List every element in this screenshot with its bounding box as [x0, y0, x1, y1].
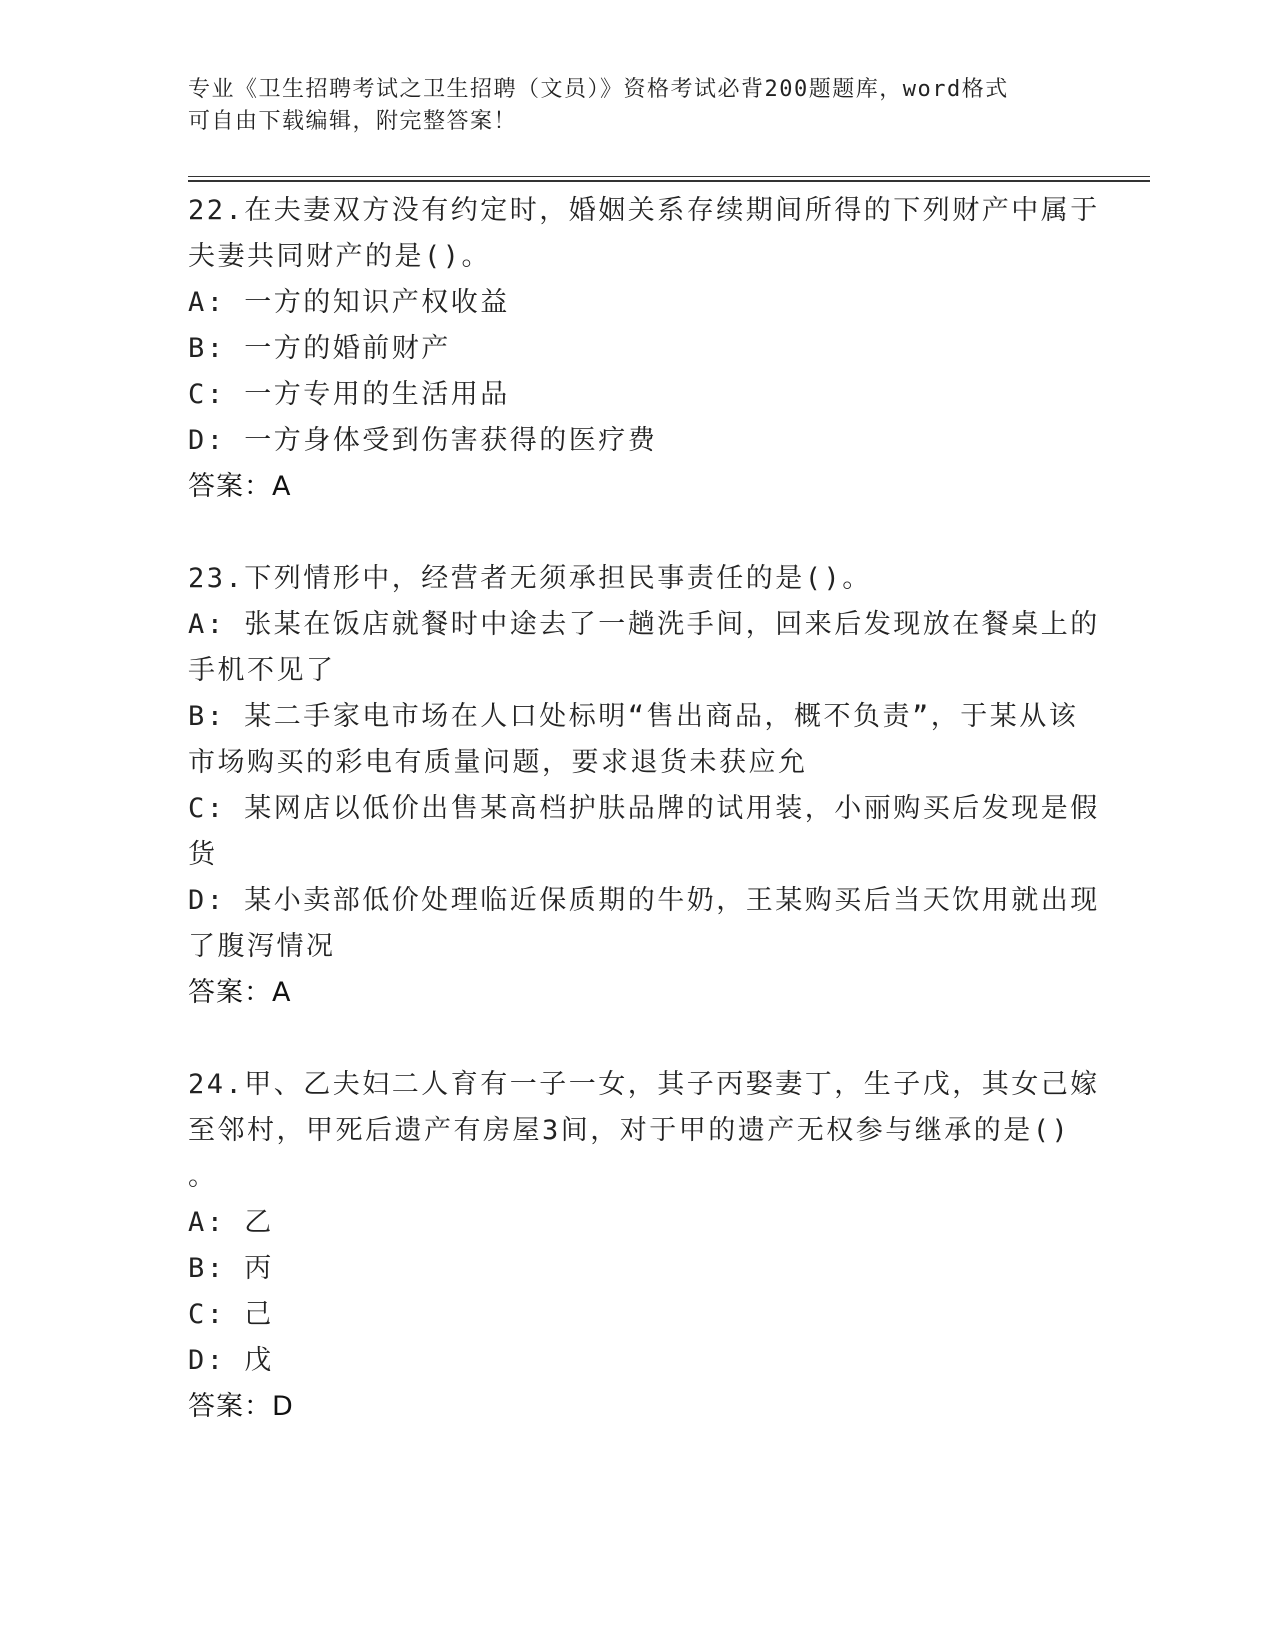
option-d: D: 一方身体受到伤害获得的医疗费: [188, 425, 658, 456]
header-line-2: 可自由下载编辑，附完整答案！: [188, 109, 518, 134]
question-stem-line: 24.甲、乙夫妇二人育有一子一女，其子丙娶妻丁，生子戊，其女己嫁: [188, 1069, 1100, 1100]
question-block: [188, 556, 1100, 1016]
answer-label: 答案：A: [188, 471, 292, 502]
option-a: A: 张某在饭店就餐时中途去了一趟洗手间，回来后发现放在餐桌上的: [188, 609, 1100, 640]
option-d: D: 某小卖部低价处理临近保质期的牛奶，王某购买后当天饮用就出现: [188, 885, 1100, 916]
option-a: A: 乙: [188, 1207, 274, 1238]
option-c-continuation: 货: [188, 839, 218, 870]
question-block: [188, 1062, 1100, 1430]
option-d-continuation: 了腹泻情况: [188, 931, 336, 962]
option-c: C: 某网店以低价出售某高档护肤品牌的试用装，小丽购买后发现是假: [188, 793, 1100, 824]
option-b: B: 丙: [188, 1253, 274, 1284]
option-b: B: 一方的婚前财产: [188, 333, 451, 364]
answer-label: 答案：D: [188, 1391, 294, 1422]
option-a-continuation: 手机不见了: [188, 655, 336, 686]
header-line-1: 专业《卫生招聘考试之卫生招聘（文员）》资格考试必背200题题库，word格式: [188, 77, 1009, 102]
document-header: [188, 74, 1088, 138]
option-d: D: 戊: [188, 1345, 274, 1376]
option-c: C: 一方专用的生活用品: [188, 379, 510, 410]
header-divider-thin: [188, 176, 1150, 177]
option-b-continuation: 市场购买的彩电有质量问题，要求退货未获应允: [188, 747, 808, 778]
question-block: [188, 188, 1100, 510]
option-a: A: 一方的知识产权收益: [188, 287, 510, 318]
option-b: B: 某二手家电市场在人口处标明“售出商品，概不负责”，于某从该: [188, 701, 1079, 732]
question-list: [188, 188, 1100, 1430]
question-stem-line: 23.下列情形中，经营者无须承担民事责任的是()。: [188, 563, 872, 594]
question-stem-line: 至邻村，甲死后遗产有房屋3间，对于甲的遗产无权参与继承的是(): [188, 1115, 1071, 1146]
question-stem-line: 22.在夫妻双方没有约定时，婚姻关系存续期间所得的下列财产中属于: [188, 195, 1100, 226]
question-stem-line: 夫妻共同财产的是()。: [188, 241, 492, 272]
question-stem-line: 。: [188, 1161, 218, 1192]
answer-label: 答案：A: [188, 977, 292, 1008]
header-divider-thick: [188, 180, 1150, 182]
option-c: C: 己: [188, 1299, 274, 1330]
